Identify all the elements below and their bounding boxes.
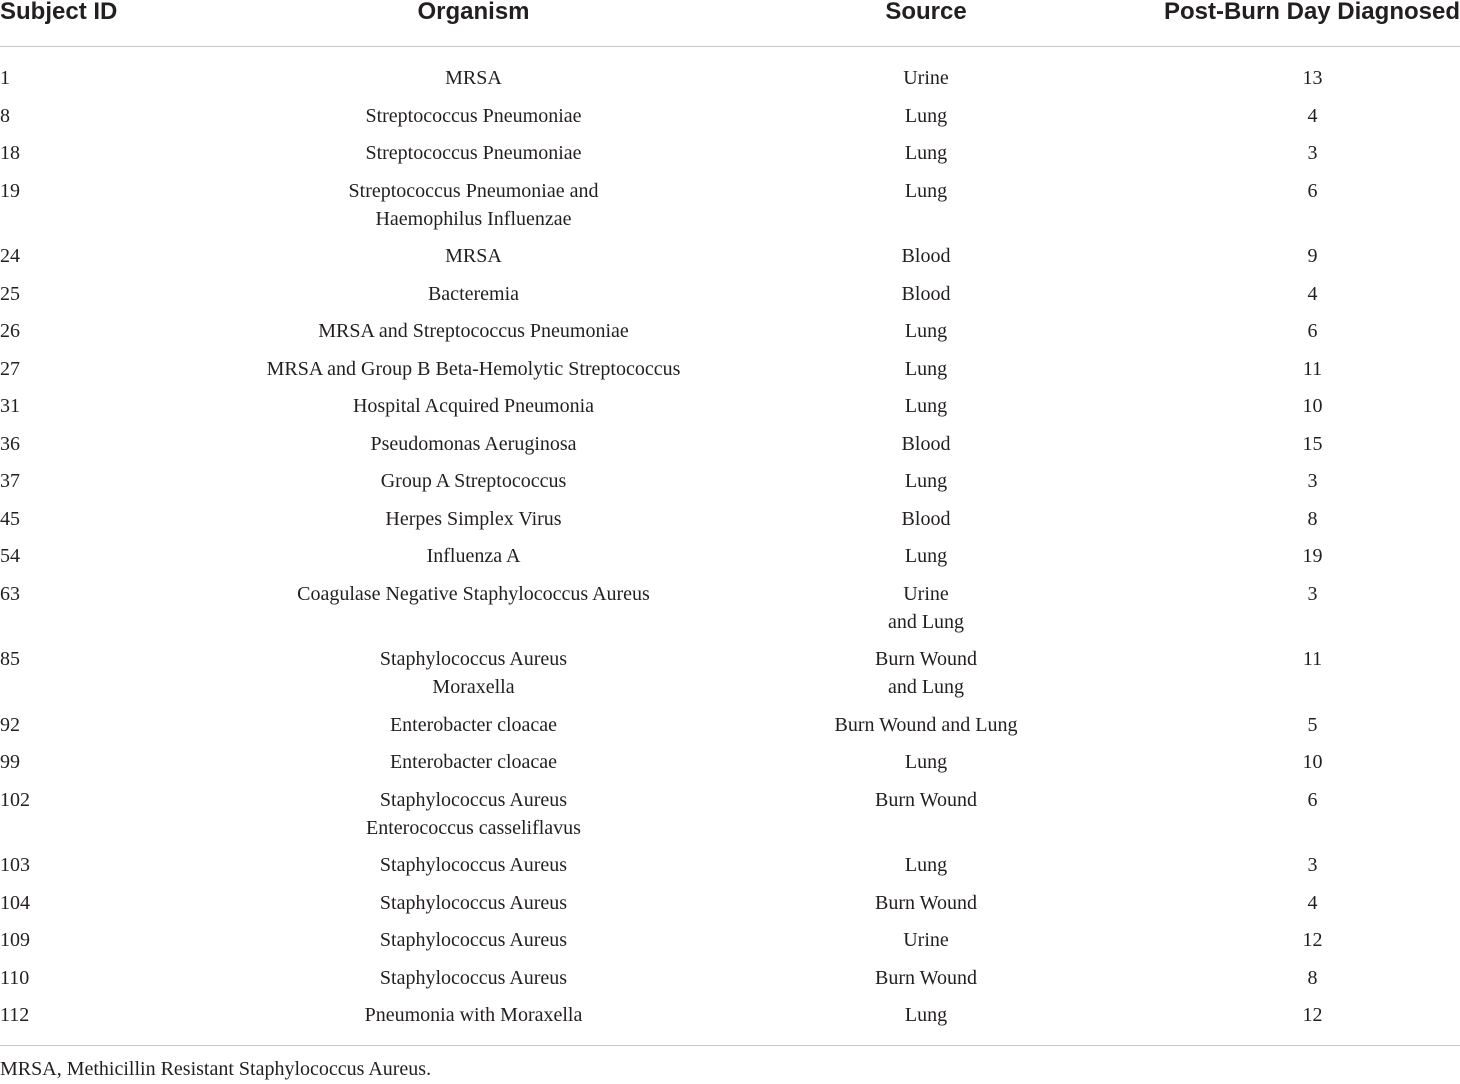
table-row <box>0 707 1460 745</box>
cell-organism <box>136 313 811 351</box>
cell-organism <box>136 641 811 707</box>
source-line: Lung <box>904 395 948 417</box>
cell-subject-id: 92 <box>0 713 20 736</box>
cell-subject-id: 25 <box>0 282 20 305</box>
cell-subject-id: 24 <box>0 245 20 267</box>
organism-line: Group A Streptococcus <box>380 470 567 492</box>
cell-subject-id: 104 <box>0 891 30 914</box>
table-footnote: MRSA, Methicillin Resistant Staphylococcus Aureus. <box>0 1045 1460 1081</box>
cell-post-burn-day: 6 <box>1307 788 1318 811</box>
cell-post-burn-day: 8 <box>1307 966 1318 989</box>
table-row <box>0 463 1460 501</box>
source-line: Lung <box>904 545 948 567</box>
cell-organism <box>136 135 811 173</box>
source-line: and Lung <box>887 610 965 633</box>
table-row <box>0 782 1460 848</box>
cell-organism <box>136 276 811 314</box>
cell-subject-id: 37 <box>0 470 20 492</box>
table-body <box>0 47 1460 1046</box>
organism-line: Bacteremia <box>427 282 520 305</box>
table-row <box>0 997 1460 1045</box>
cell-source <box>811 501 1041 539</box>
cell-post-burn-day: 10 <box>1302 395 1323 417</box>
cell-subject-id: 18 <box>0 142 20 164</box>
table-row <box>0 238 1460 276</box>
cell-subject-id: 63 <box>0 582 20 605</box>
cell-source <box>811 388 1041 426</box>
cell-source <box>811 47 1041 98</box>
organism-line: MRSA <box>445 245 502 267</box>
cell-post-burn-day: 12 <box>1302 1004 1323 1026</box>
organism-line: Staphylococcus Aureus <box>379 648 568 670</box>
source-line: Urine <box>903 67 949 89</box>
organism-line: Enterobacter cloacae <box>389 713 558 736</box>
cell-source <box>811 238 1041 276</box>
source-line: Burn Wound <box>875 891 977 914</box>
organism-line: Hospital Acquired Pneumonia <box>352 395 595 417</box>
cell-post-burn-day: 9 <box>1307 245 1318 267</box>
cell-post-burn-day: 3 <box>1307 470 1318 492</box>
header-row <box>0 0 1460 47</box>
cell-post-burn-day: 12 <box>1302 929 1323 951</box>
cell-subject-id: 1 <box>0 67 10 89</box>
cell-source <box>811 885 1041 923</box>
cell-subject-id: 27 <box>0 357 20 380</box>
cell-subject-id: 54 <box>0 545 20 567</box>
cell-source <box>811 135 1041 173</box>
organism-line: MRSA <box>445 67 502 89</box>
cell-organism <box>136 707 811 745</box>
cell-subject-id: 26 <box>0 320 20 342</box>
source-line: Urine <box>903 929 949 951</box>
source-line: Lung <box>904 751 948 773</box>
cell-source <box>811 98 1041 136</box>
cell-organism <box>136 960 811 998</box>
source-line: Lung <box>904 179 948 202</box>
cell-post-burn-day: 6 <box>1307 320 1318 342</box>
cell-subject-id: 36 <box>0 432 20 455</box>
cell-post-burn-day: 8 <box>1307 507 1318 530</box>
table-row <box>0 135 1460 173</box>
cell-subject-id: 102 <box>0 788 30 811</box>
cell-source <box>811 426 1041 464</box>
cell-post-burn-day: 11 <box>1302 357 1323 380</box>
cell-source <box>811 960 1041 998</box>
cell-subject-id: 19 <box>0 179 20 202</box>
organism-line: Staphylococcus Aureus <box>379 891 568 914</box>
source-line: Burn Wound and Lung <box>834 713 1018 736</box>
source-line: Urine <box>903 582 949 605</box>
cell-organism <box>136 98 811 136</box>
cell-post-burn-day: 10 <box>1302 751 1323 773</box>
cell-organism <box>136 847 811 885</box>
cell-subject-id: 99 <box>0 751 20 773</box>
cell-subject-id: 8 <box>0 104 10 127</box>
table-row <box>0 501 1460 539</box>
source-line: Blood <box>901 245 951 267</box>
cell-post-burn-day: 4 <box>1307 282 1318 305</box>
cell-subject-id: 85 <box>0 648 20 670</box>
table-row <box>0 847 1460 885</box>
cell-subject-id: 110 <box>0 966 30 989</box>
organism-line: Staphylococcus Aureus <box>379 788 568 811</box>
cell-organism <box>136 922 811 960</box>
table-row <box>0 960 1460 998</box>
cell-post-burn-day: 4 <box>1307 104 1318 127</box>
table-row <box>0 426 1460 464</box>
cell-organism <box>136 388 811 426</box>
cell-source <box>811 538 1041 576</box>
cell-subject-id: 103 <box>0 854 30 876</box>
source-line: Blood <box>901 507 951 530</box>
cell-organism <box>136 238 811 276</box>
organism-line: Pneumonia with Moraxella <box>364 1004 583 1026</box>
header-subject-id: Subject ID <box>0 0 136 47</box>
cell-post-burn-day: 3 <box>1307 142 1318 164</box>
organism-line: MRSA and Streptococcus Pneumoniae <box>318 320 629 342</box>
cell-post-burn-day: 19 <box>1302 545 1323 567</box>
organism-line: Enterococcus casseliflavus <box>366 816 581 839</box>
table-row <box>0 744 1460 782</box>
cell-source <box>811 922 1041 960</box>
cell-organism <box>136 173 811 239</box>
header-organism: Organism <box>136 0 811 47</box>
organism-line: Streptococcus Pneumoniae <box>365 142 582 164</box>
organism-line: Staphylococcus Aureus <box>379 929 568 951</box>
organism-line: Coagulase Negative Staphylococcus Aureus <box>297 582 650 605</box>
cell-organism <box>136 47 811 98</box>
table-row <box>0 313 1460 351</box>
source-line: Lung <box>904 854 948 876</box>
cell-organism <box>136 885 811 923</box>
cell-source <box>811 463 1041 501</box>
table-row <box>0 538 1460 576</box>
source-line: Lung <box>904 470 948 492</box>
cell-post-burn-day: 13 <box>1302 67 1323 89</box>
table-row <box>0 576 1460 642</box>
source-line: and Lung <box>887 676 965 698</box>
cell-source <box>811 782 1041 848</box>
organism-line: Haemophilus Influenzae <box>375 207 572 230</box>
source-line: Lung <box>904 357 948 380</box>
cell-post-burn-day: 3 <box>1307 854 1318 876</box>
organism-line: Streptococcus Pneumoniae and <box>348 179 599 202</box>
cell-organism <box>136 576 811 642</box>
cell-organism <box>136 463 811 501</box>
source-line: Burn Wound <box>875 966 977 989</box>
cell-source <box>811 847 1041 885</box>
cell-source <box>811 997 1041 1045</box>
source-line: Burn Wound <box>875 788 977 811</box>
cell-source <box>811 276 1041 314</box>
cell-post-burn-day: 6 <box>1307 179 1318 202</box>
cell-post-burn-day: 4 <box>1307 891 1318 914</box>
table-row <box>0 98 1460 136</box>
organism-line: MRSA and Group B Beta-Hemolytic Streptococcus <box>266 357 681 380</box>
source-line: Lung <box>904 1004 948 1026</box>
organism-line: Pseudomonas Aeruginosa <box>370 432 577 455</box>
table-header <box>0 0 1460 47</box>
source-line: Lung <box>904 320 948 342</box>
cell-organism <box>136 501 811 539</box>
cell-post-burn-day: 3 <box>1307 582 1318 605</box>
table-row <box>0 922 1460 960</box>
cell-organism <box>136 744 811 782</box>
cell-subject-id: 45 <box>0 507 20 530</box>
organism-line: Staphylococcus Aureus <box>379 966 568 989</box>
cell-post-burn-day: 11 <box>1302 648 1323 670</box>
cell-source <box>811 351 1041 389</box>
table-row <box>0 47 1460 98</box>
table-row <box>0 173 1460 239</box>
organism-line: Enterobacter cloacae <box>389 751 558 773</box>
cell-source <box>811 576 1041 642</box>
cell-subject-id: 109 <box>0 929 30 951</box>
table-row <box>0 276 1460 314</box>
organism-line: Streptococcus Pneumoniae <box>365 104 582 127</box>
table-row <box>0 885 1460 923</box>
cell-organism <box>136 997 811 1045</box>
cell-source <box>811 641 1041 707</box>
organism-line: Herpes Simplex Virus <box>385 507 562 530</box>
cell-source <box>811 173 1041 239</box>
source-line: Lung <box>904 104 948 127</box>
cell-organism <box>136 782 811 848</box>
header-post-burn-day: Post-Burn Day Diagnosed <box>1041 0 1460 47</box>
cell-subject-id: 31 <box>0 395 20 417</box>
organism-line: Influenza A <box>426 545 521 567</box>
cell-organism <box>136 538 811 576</box>
source-line: Blood <box>901 282 951 305</box>
organism-line: Staphylococcus Aureus <box>379 854 568 876</box>
cell-organism <box>136 426 811 464</box>
header-source: Source <box>811 0 1041 47</box>
table-row <box>0 641 1460 707</box>
organism-line: Moraxella <box>432 676 515 698</box>
cell-source <box>811 313 1041 351</box>
table-row <box>0 351 1460 389</box>
cell-post-burn-day: 5 <box>1307 713 1318 736</box>
source-line: Burn Wound <box>875 648 977 670</box>
cell-subject-id: 112 <box>0 1004 30 1026</box>
cell-organism <box>136 351 811 389</box>
source-line: Lung <box>904 142 948 164</box>
cell-source <box>811 707 1041 745</box>
cell-source <box>811 744 1041 782</box>
source-line: Blood <box>901 432 951 455</box>
cell-post-burn-day: 15 <box>1302 432 1323 455</box>
table-row <box>0 388 1460 426</box>
